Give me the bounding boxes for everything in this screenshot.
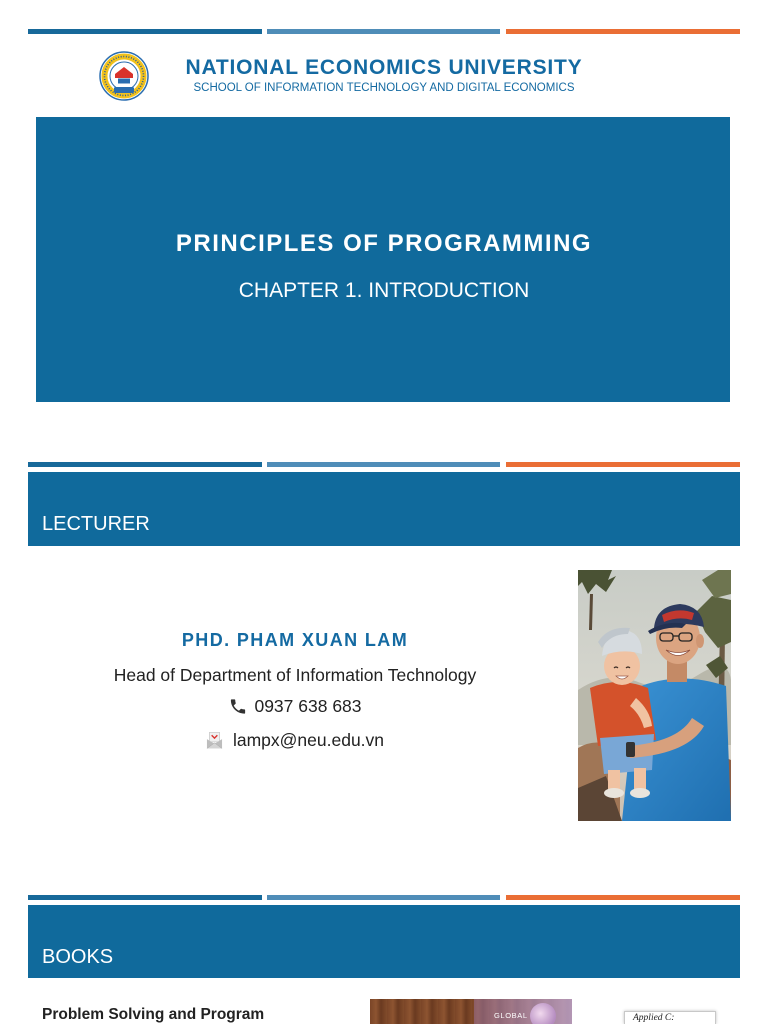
phone-number: 0937 638 683 bbox=[254, 696, 362, 716]
phone-line bbox=[40, 695, 550, 717]
section-header-label: LECTURER bbox=[42, 513, 150, 535]
section-header-band bbox=[28, 905, 740, 978]
book-cover-graphic bbox=[530, 1003, 556, 1024]
top-bar-orange bbox=[506, 895, 740, 900]
man-ear bbox=[696, 634, 704, 648]
lecturer-slide bbox=[0, 433, 768, 866]
book-cover-applied-c bbox=[624, 1011, 716, 1024]
top-bar-dark-blue bbox=[28, 462, 262, 467]
lecturer-position: Head of Department of Information Technology bbox=[113, 665, 477, 685]
book-cover-text: GLOBAL bbox=[494, 1011, 528, 1020]
university-name: NATIONAL ECONOMICS UNIVERSITY bbox=[185, 56, 583, 79]
school-name: SCHOOL OF INFORMATION TECHNOLOGY AND DIGITAL ECONOMICS bbox=[193, 82, 575, 94]
child-shoe-left bbox=[604, 788, 624, 798]
email-address[interactable]: lampx@neu.edu.vn bbox=[232, 730, 385, 750]
top-bar-dark-blue bbox=[28, 895, 262, 900]
top-bar-orange bbox=[506, 29, 740, 34]
book-title: Problem Solving and Program bbox=[42, 1006, 265, 1023]
child-leg-right bbox=[634, 768, 646, 790]
top-bar-dark-blue bbox=[28, 29, 262, 34]
course-title: PRINCIPLES OF PROGRAMMING bbox=[175, 230, 593, 257]
phone-icon bbox=[228, 697, 248, 716]
child-leg-left bbox=[608, 770, 620, 790]
top-bar-light-blue bbox=[267, 895, 500, 900]
lecturer-photo bbox=[578, 570, 731, 821]
book-cover-text: Applied C: bbox=[633, 1013, 675, 1023]
title-slide bbox=[0, 0, 768, 433]
title-box bbox=[36, 117, 730, 402]
child-shoe-right bbox=[630, 788, 650, 798]
top-bar-light-blue bbox=[267, 462, 500, 467]
top-bar-orange bbox=[506, 462, 740, 467]
books-slide bbox=[0, 866, 768, 1024]
email-icon bbox=[206, 731, 223, 750]
man-watch bbox=[626, 742, 635, 757]
email-line bbox=[40, 729, 550, 751]
chapter-title: CHAPTER 1. INTRODUCTION bbox=[238, 279, 530, 302]
section-header-label: BOOKS bbox=[42, 946, 114, 968]
top-bar-light-blue bbox=[267, 29, 500, 34]
book-cover-global bbox=[370, 999, 572, 1024]
lecturer-name: PHD. PHAM XUAN LAM bbox=[181, 630, 409, 650]
